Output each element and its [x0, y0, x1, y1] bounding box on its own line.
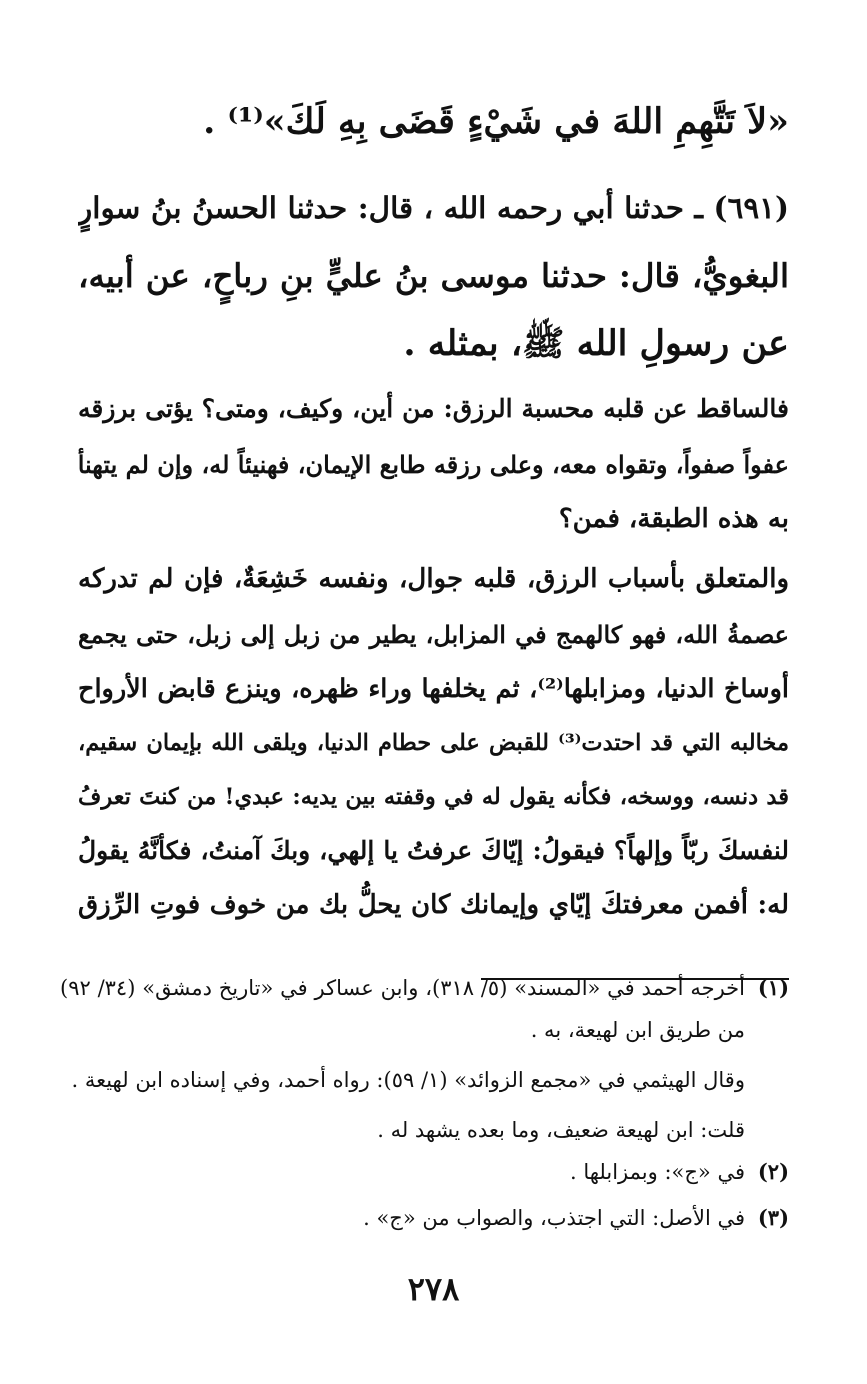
paragraph-2-line-7: له: أفمن معرفتكَ إيّاي وإيمانك كان يحلُّ بك من خوف فوتِ الرِّزق [78, 890, 789, 920]
paragraph-1-line-2: عفواً صفواً، وتقواه معه، وعلى رزقه طابع الإيمان، فهنيئاً له، وإن لم يتهنأ [78, 450, 789, 479]
footnote-2-number: (٢) [757, 1159, 789, 1184]
footnote-1-line-4: قلت: ابن لهيعة ضعيف، وما بعده يشهد له . [377, 1118, 745, 1142]
paragraph-2-line-1: والمتعلق بأسباب الرزق، قلبه جوال، ونفسه خَشِعَةٌ، فإن لم تدركه [78, 564, 789, 594]
page-number: ٢٧٨ [407, 1270, 460, 1308]
paragraph-2-line-4: مخالبه التي قد احتدت⁽³⁾ للقبض على حطام الدنيا، ويلقى الله بإيمان سقيم، [78, 730, 789, 756]
paragraph-2-line-2: عصمةُ الله، فهو كالهمج في المزابل، يطير من زبل إلى زبل، حتى يجمع [78, 620, 789, 649]
hadith-691-line-2: البغويُّ، قال: حدثنا موسى بنُ عليٍّ بنِ رباحٍ، عن أبيه، [78, 256, 789, 295]
paragraph-2-line-3: أوساخ الدنيا، ومزابلها⁽²⁾، ثم يخلفها وراء ظهره، وينزع قابض الأرواح [78, 674, 789, 704]
paragraph-1-line-1: فالساقط عن قلبه محسبة الرزق: من أين، وكيف، ومتى؟ يؤتى برزقه [78, 394, 789, 423]
footnote-3-number: (٣) [757, 1205, 789, 1230]
hadith-quote-line: «لاَ تَتَّهِمِ اللهَ في شَيْءٍ قَضَى بِهِ لَكَ»⁽¹⁾ . [203, 101, 789, 142]
paragraph-1-line-3: به هذه الطبقة، فمن؟ [558, 504, 789, 534]
hadith-691-line-1: (٦٩١) ـ حدثنا أبي رحمه الله ، قال: حدثنا الحسنُ بنُ سوارٍ [78, 190, 789, 225]
paragraph-2-line-5: قد دنسه، ووسخه، فكأنه يقول له في وقفته بين يديه: عبدي! من كنتَ تعرفُ [78, 784, 789, 810]
footnote-3-line-1: في الأصل: التي اجتذب، والصواب من «ج» . [363, 1206, 745, 1230]
footnote-1-line-3: وقال الهيثمي في «مجمع الزوائد» (١/ ٥٩): رواه أحمد، وفي إسناده ابن لهيعة . [71, 1068, 745, 1092]
hadith-691-line-3: عن رسولِ الله ﷺ، بمثله . [403, 323, 789, 364]
footnote-1-line-1: أخرجه أحمد في «المسند» (٥/ ٣١٨)، وابن عساكر في «تاريخ دمشق» (٣٤/ ٩٢) [60, 976, 745, 1000]
footnote-1-number: (١) [757, 975, 789, 1000]
footnote-1-line-2: من طريق ابن لهيعة، به . [530, 1018, 745, 1042]
footnote-2-line-1: في «ج»: وبمزابلها . [570, 1160, 745, 1184]
paragraph-2-line-6: لنفسكَ ربّاً وإلهاً؟ فيقولُ: إيّاكَ عرفتُ يا إلهي، وبكَ آمنتُ، فكأنَّهُ يقولُ [78, 836, 789, 865]
